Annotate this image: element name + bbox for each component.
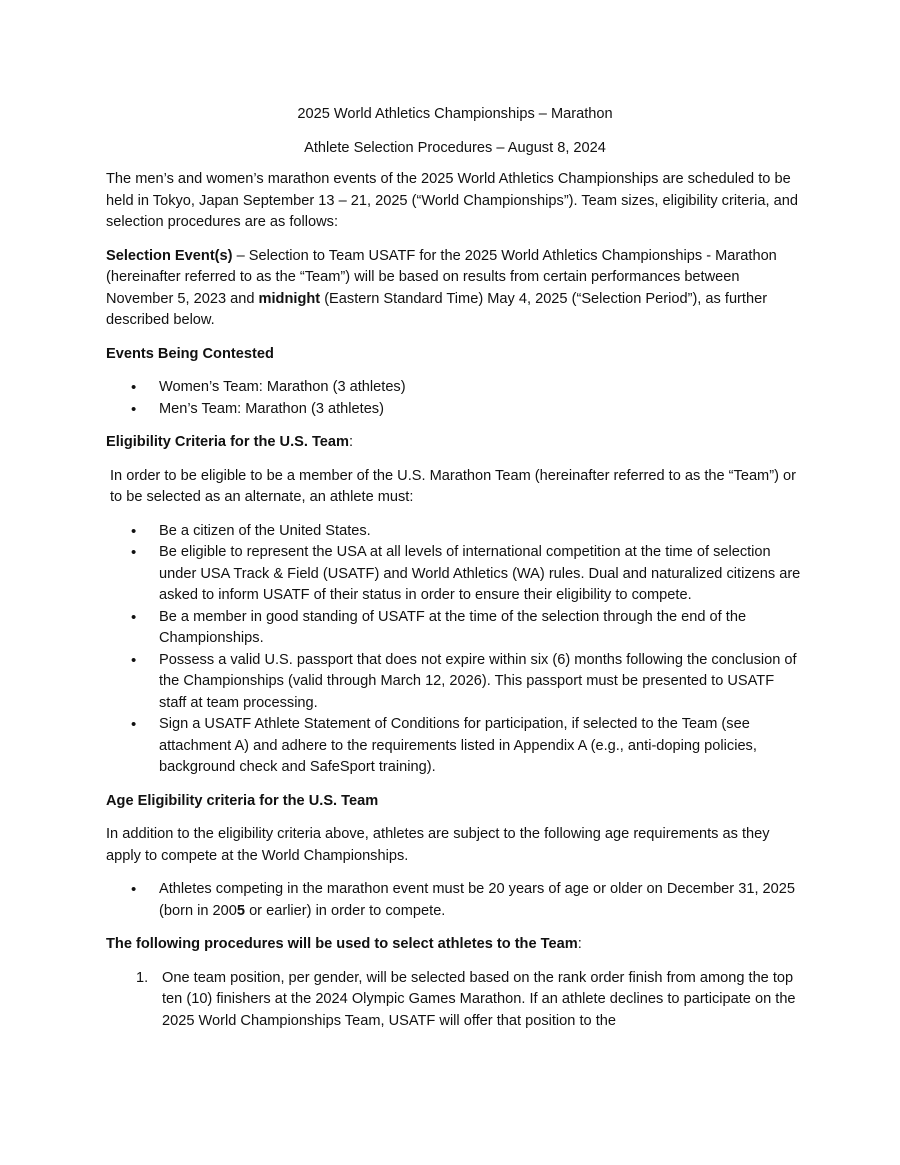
- eligibility-heading-line: [106, 432, 804, 454]
- document-subtitle: Athlete Selection Procedures – August 8, 2024: [304, 139, 606, 156]
- list-item: [106, 968, 804, 1033]
- selection-text-1: – Selection to Team USATF for the 2025 World Athletics Championships - Marathon (hereinafter referred to as the “Team”) will be based on results from certain performances between November 5, 2023 and: [106, 247, 777, 307]
- procedures-heading: The following procedures will be used to select athletes to the Team: [106, 936, 578, 952]
- age-text-2: or earlier) in order to compete.: [245, 902, 446, 919]
- selection-text-2: (Eastern Standard Time) May 4, 2025 (“Selection Period”), as further described below.: [106, 290, 768, 328]
- events-heading: Events Being Contested: [106, 345, 274, 362]
- list-item: • Be a member in good standing of USATF at the time of the selection through the end of the Championships.: [106, 607, 804, 650]
- list-item: • Men’s Team: Marathon (3 athletes): [106, 399, 804, 421]
- selection-label: Selection Event(s): [106, 247, 233, 264]
- eligibility-heading: Eligibility Criteria for the U.S. Team: [106, 434, 350, 450]
- selection-bold-word: midnight: [258, 290, 321, 307]
- list-item: • Women’s Team: Marathon (3 athletes): [106, 377, 804, 399]
- procedures-heading-line: [106, 934, 804, 956]
- selection-paragraph: [106, 246, 804, 332]
- intro-paragraph: The men’s and women’s marathon events of the 2025 World Athletics Championships are scheduled to be held in Tokyo, Japan September 13 – 21, 2025 (“World Championships”). Team sizes, eligibility criteria, and selection procedures are as follows:: [106, 171, 798, 230]
- age-text-1: Athletes competing in the marathon event must be 20 years of age or older on December 31, 2025 (born in 200: [159, 881, 796, 919]
- age-bold-digit: 5: [236, 902, 246, 919]
- eligibility-colon: :: [349, 434, 354, 450]
- events-list: [106, 377, 804, 420]
- list-item: • Be a citizen of the United States.: [106, 521, 804, 543]
- list-item: • Sign a USATF Athlete Statement of Conditions for participation, if selected to the Team (see attachment A) and adhere to the requirements listed in Appendix A (e.g., anti-doping policies, background check and SafeSport training).: [106, 714, 804, 779]
- list-number: 1.: [136, 969, 149, 986]
- age-list: [106, 879, 804, 922]
- eligibility-list: [106, 521, 804, 779]
- list-item: [106, 879, 804, 922]
- list-item: • Possess a valid U.S. passport that does not expire within six (6) months following the conclusion of the Championships (valid through March 12, 2026). This passport must be presented to USATF staff at team processing.: [106, 650, 804, 715]
- list-item: • Be eligible to represent the USA at all levels of international competition at the time of selection under USA Track & Field (USATF) and World Athletics (WA) rules. Dual and naturalized citizens are asked to inform USATF of their status in order to ensure their eligibility to compete.: [106, 542, 804, 607]
- eligibility-intro: In order to be eligible to be a member of the U.S. Marathon Team (hereinafter referred to as the “Team”) or to be selected as an alternate, an athlete must:: [110, 467, 796, 505]
- procedure-text: One team position, per gender, will be selected based on the rank order finish from among the top ten (10) finishers at the 2024 Olympic Games Marathon. If an athlete declines to participate on the 2025 World Championships Team, USATF will offer that position to the: [162, 969, 796, 1029]
- document-title: 2025 World Athletics Championships – Marathon: [297, 106, 613, 122]
- age-heading: Age Eligibility criteria for the U.S. Team: [106, 792, 379, 809]
- age-intro: In addition to the eligibility criteria above, athletes are subject to the following age requirements as they apply to compete at the World Championships.: [106, 826, 770, 864]
- procedures-colon: :: [577, 936, 582, 952]
- procedures-list: [106, 968, 804, 1033]
